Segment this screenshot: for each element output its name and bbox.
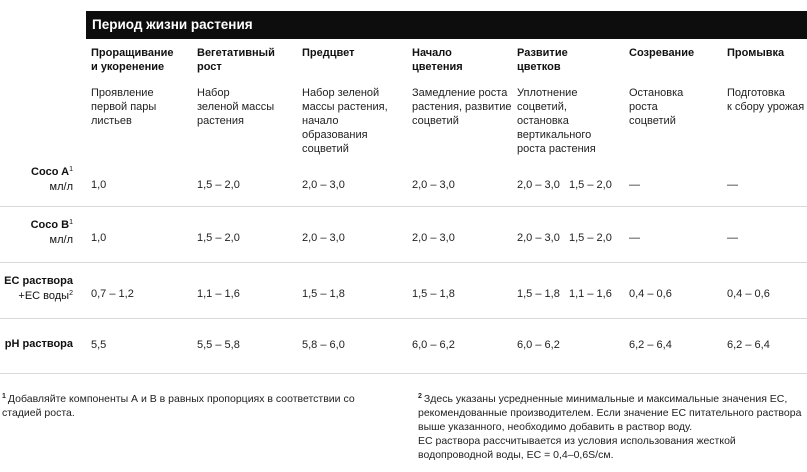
cell-coco-a-sprouting: 1,0: [91, 179, 107, 191]
row-label-title: Coco B: [30, 219, 70, 231]
cell-ec-sprouting: 0,7 – 1,2: [91, 288, 134, 300]
stage-desc-flushing: Подготовка к сбору урожая: [727, 87, 805, 113]
cell-ph-flushing: 6,2 – 6,4: [727, 339, 770, 351]
stage-desc-ripening: Остановка роста соцветий: [629, 87, 684, 127]
cell-ec-vegetative: 1,1 – 1,6: [197, 288, 240, 300]
stage-desc-vegetative: Набор зеленой массы растения: [197, 87, 275, 127]
stage-desc-sprouting: Проявление первой пары листьев: [91, 87, 157, 127]
row-label-unit: +EC воды: [18, 290, 70, 302]
row-label-ec: [4, 274, 73, 304]
row-label-title: EC раствора: [4, 275, 73, 287]
cell-coco-b-flushing: —: [727, 232, 738, 244]
cell-coco-b-vegetative: 1,5 – 2,0: [197, 232, 240, 244]
row-divider: [0, 206, 807, 207]
footnote-ref: 2: [69, 290, 73, 297]
cell-ph-vegetative: 5,5 – 5,8: [197, 339, 240, 351]
footnote-ref: 1: [69, 219, 73, 226]
table-title: Период жизни растения: [92, 17, 253, 32]
cell-coco-a-flushing: —: [727, 179, 738, 191]
stage-title-vegetative: Вегетативный рост: [197, 47, 275, 73]
cell-ph-ripening: 6,2 – 6,4: [629, 339, 672, 351]
cell-ph-sprouting: 5,5: [91, 339, 107, 351]
stage-title-flower-development: Развитие цветков: [517, 47, 568, 73]
row-label-unit: мл/л: [49, 181, 73, 193]
row-label-coco-a: [31, 165, 73, 195]
stage-desc-flower-development: Уплотнение соцветий, остановка вертикального роста растения: [517, 87, 596, 155]
cell-coco-b-preflower: 2,0 – 3,0: [302, 232, 345, 244]
cell-ec-flushing: 0,4 – 0,6: [727, 288, 770, 300]
cell-coco-a-ripening: —: [629, 179, 640, 191]
table-bottom-divider: [0, 373, 807, 374]
row-divider: [0, 318, 807, 319]
row-label-title: pH раствора: [4, 338, 73, 350]
stage-title-preflower: Предцвет: [302, 47, 355, 59]
stage-title-flushing: Промывка: [727, 47, 785, 59]
cell-coco-b-sprouting: 1,0: [91, 232, 107, 244]
footnote-text-2: EC раствора рассчитывается из условия использования жесткой водопроводной воды, EC = 0,4–0,6S/см.: [418, 435, 736, 461]
stage-title-flowering-start: Начало цветения: [412, 47, 463, 73]
cell-coco-b-flower-dev-2: 1,5 – 2,0: [569, 232, 612, 244]
footnote-2: [418, 392, 803, 462]
row-label-ph: [5, 337, 73, 352]
cell-coco-a-vegetative: 1,5 – 2,0: [197, 179, 240, 191]
cell-ec-ripening: 0,4 – 0,6: [629, 288, 672, 300]
stage-desc-preflower: Набор зеленой массы растения, начало образования соцветий: [302, 87, 388, 155]
cell-ec-flower-dev-1: 1,5 – 1,8: [517, 288, 560, 300]
cell-ec-flower-dev-2: 1,1 – 1,6: [569, 288, 612, 300]
footnote-text: Здесь указаны усредненные минимальные и максимальные значения EC, рекомендованные производителем. Если значение EC питательного раствора выше указанного, необходимо добавить в раствор воду.: [418, 393, 802, 433]
cell-ec-preflower: 1,5 – 1,8: [302, 288, 345, 300]
row-label-title: Coco A: [31, 166, 70, 178]
footnote-marker: 2: [418, 393, 422, 400]
footnote-1: [2, 392, 382, 420]
footnote-text: Добавляйте компоненты А и В в равных пропорциях в соответствии со стадией роста.: [2, 393, 355, 419]
row-label-coco-b: [31, 218, 73, 248]
row-label-unit: мл/л: [49, 234, 73, 246]
stage-desc-flowering-start: Замедление роста растения, развитие соцветий: [412, 87, 512, 127]
footnote-marker: 1: [2, 393, 6, 400]
cell-coco-a-preflower: 2,0 – 3,0: [302, 179, 345, 191]
cell-ec-flowering-start: 1,5 – 1,8: [412, 288, 455, 300]
cell-ph-flowering-start: 6,0 – 6,2: [412, 339, 455, 351]
cell-coco-a-flower-dev-2: 1,5 – 2,0: [569, 179, 612, 191]
stage-title-sprouting: Проращивание и укоренение: [91, 47, 174, 73]
cell-ph-flower-dev: 6,0 – 6,2: [517, 339, 560, 351]
cell-coco-b-ripening: —: [629, 232, 640, 244]
cell-coco-a-flower-dev-1: 2,0 – 3,0: [517, 179, 560, 191]
footnote-ref: 1: [69, 166, 73, 173]
cell-coco-a-flowering-start: 2,0 – 3,0: [412, 179, 455, 191]
cell-coco-b-flower-dev-1: 2,0 – 3,0: [517, 232, 560, 244]
table-header-bar: [86, 11, 807, 39]
row-divider: [0, 262, 807, 263]
cell-coco-b-flowering-start: 2,0 – 3,0: [412, 232, 455, 244]
cell-ph-preflower: 5,8 – 6,0: [302, 339, 345, 351]
stage-title-ripening: Созревание: [629, 47, 695, 59]
